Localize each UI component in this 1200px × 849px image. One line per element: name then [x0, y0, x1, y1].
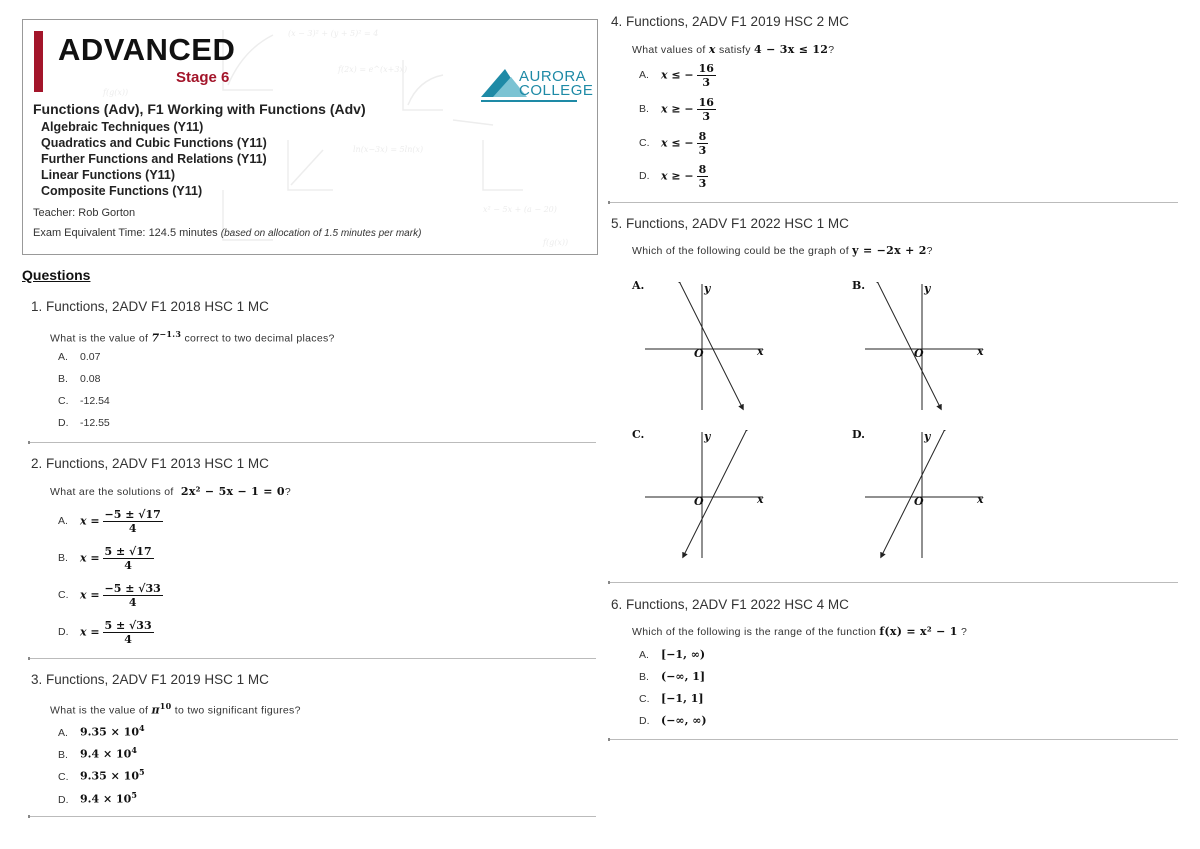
- prompt-text: satisfy: [718, 44, 751, 56]
- subtopic-item: Algebraic Techniques (Y11): [41, 120, 204, 134]
- prompt-math: π: [151, 703, 160, 717]
- graph-line: [683, 431, 746, 558]
- topic-title: Functions (Adv), F1 Working with Functions (Adv): [33, 101, 366, 117]
- watermark-formula: (x − 3)² + (y + 5)² = 4: [288, 29, 379, 38]
- level-title: ADVANCED: [58, 32, 236, 67]
- question-3-option-c[interactable]: C. $9.35 \times 10^5$: [58, 767, 145, 783]
- prompt-text: What are the solutions of: [50, 486, 174, 498]
- y-axis-label: y: [704, 282, 711, 295]
- prompt-exponent: 10: [159, 701, 172, 711]
- subtopic-item: Linear Functions (Y11): [41, 168, 176, 182]
- question-2-title: 2. Functions, 2ADV F1 2013 HSC 1 MC: [31, 456, 269, 471]
- question-1-option-c[interactable]: C. -12.54: [58, 395, 110, 407]
- question-2-option-b[interactable]: B. x = $\frac{5 \pm √17}{4}$: [58, 545, 152, 572]
- teacher-name: Rob Gorton: [78, 207, 136, 219]
- origin-label: O: [914, 347, 924, 360]
- prompt-math: 7: [151, 331, 160, 345]
- y-axis-label: y: [704, 430, 711, 443]
- header-box: [22, 19, 598, 255]
- question-1-option-d[interactable]: D. -12.55: [58, 417, 110, 429]
- prompt-text: Which of the following is the range of the function: [632, 626, 877, 638]
- question-4-title: 4. Functions, 2ADV F1 2019 HSC 2 MC: [611, 14, 849, 29]
- prompt-math: f(x) = x² − 1: [879, 625, 958, 638]
- graph-option-b[interactable]: [865, 282, 990, 412]
- y-axis-label: y: [924, 430, 931, 443]
- graph-c-letter[interactable]: C.: [632, 428, 645, 441]
- watermark-formula: x² − 5x + (a − 20): [483, 205, 557, 214]
- question-2-option-c[interactable]: C. x = $\frac{-5 \pm √33}{4}$: [58, 582, 161, 609]
- question-3-title: 3. Functions, 2ADV F1 2019 HSC 1 MC: [31, 672, 269, 687]
- watermark-formula: ln(x−3x) = 5ln(x): [353, 145, 424, 154]
- x-axis-label: x: [977, 493, 984, 506]
- graph-d-letter[interactable]: D.: [852, 428, 865, 441]
- prompt-math: x: [708, 43, 716, 56]
- prompt-text: ?: [960, 626, 968, 638]
- exam-time-line: [33, 227, 421, 239]
- subtopic-item: Further Functions and Relations (Y11): [41, 152, 267, 166]
- prompt-text: ?: [926, 245, 933, 257]
- graph-a-letter[interactable]: A.: [632, 279, 645, 292]
- prompt-exponent: −1.3: [159, 329, 182, 339]
- question-divider: [28, 442, 596, 443]
- question-1-title: 1. Functions, 2ADV F1 2018 HSC 1 MC: [31, 299, 269, 314]
- x-axis-label: x: [757, 493, 764, 506]
- question-6-option-c[interactable]: C. [−1, 1]: [639, 692, 704, 705]
- prompt-text: What values of: [632, 44, 706, 56]
- logo-line-2: COLLEGE: [519, 82, 594, 99]
- question-2-option-d[interactable]: D. x = $\frac{5 \pm √33}{4}$: [58, 619, 152, 646]
- graph-option-a[interactable]: [645, 282, 770, 412]
- question-divider: [608, 739, 1178, 740]
- question-divider: [28, 658, 596, 659]
- prompt-text: What is the value of: [50, 332, 149, 345]
- question-6-option-d[interactable]: D. (−∞, ∞): [639, 714, 707, 727]
- prompt-text: ?: [284, 486, 291, 498]
- question-6-prompt: [632, 625, 967, 638]
- subtopic-item: Composite Functions (Y11): [41, 184, 203, 198]
- origin-label: O: [694, 495, 704, 508]
- origin-label: O: [694, 347, 704, 360]
- exam-time-note: (based on allocation of 1.5 minutes per mark): [220, 228, 422, 239]
- subtopic-list: [41, 119, 267, 199]
- subtopic-item: Quadratics and Cubic Functions (Y11): [41, 136, 267, 150]
- question-2-prompt: [50, 485, 291, 498]
- prompt-math: y = −2x + 2: [852, 244, 927, 257]
- question-4-prompt: [632, 43, 834, 56]
- question-3-option-b[interactable]: B. $9.4 \times 10^4$: [58, 745, 137, 761]
- watermark-formula: f(g(x)): [543, 238, 569, 247]
- graph-option-c[interactable]: [645, 430, 770, 560]
- question-3-prompt: [50, 701, 301, 717]
- logo-text: [519, 70, 593, 98]
- question-3-option-d[interactable]: D. $9.4 \times 10^5$: [58, 790, 137, 806]
- graph-b-letter[interactable]: B.: [852, 279, 866, 292]
- level-accent-bar: [34, 31, 43, 92]
- teacher-line: [33, 207, 135, 219]
- prompt-text: correct to two decimal places?: [184, 332, 335, 345]
- graph-option-d[interactable]: [865, 430, 990, 560]
- logo-line-1: AURORA: [519, 68, 587, 85]
- teacher-label: Teacher:: [33, 207, 76, 219]
- question-1-option-b[interactable]: B. 0.08: [58, 373, 101, 385]
- question-divider: [608, 582, 1178, 583]
- exam-time-value: 124.5 minutes: [148, 227, 218, 239]
- question-4-option-d[interactable]: D. x ≥ − $\frac{8}{3}$: [639, 163, 707, 190]
- prompt-text: to two significant figures?: [174, 704, 301, 717]
- prompt-text: What is the value of: [50, 704, 149, 717]
- x-axis-label: x: [757, 345, 764, 358]
- prompt-math: 4 − 3x ≤ 12: [754, 43, 829, 56]
- question-divider: [608, 202, 1178, 203]
- question-6-option-a[interactable]: A. [−1, ∞): [639, 648, 706, 661]
- question-divider: [28, 816, 596, 817]
- x-axis-label: x: [977, 345, 984, 358]
- exam-time-label: Exam Equivalent Time:: [33, 227, 146, 239]
- question-2-option-a[interactable]: A. x = $\frac{-5 \pm √17}{4}$: [58, 508, 161, 535]
- stage-label: Stage 6: [176, 69, 230, 86]
- graph-line: [881, 431, 944, 558]
- watermark-formula: f(2x) = e^(x+3x): [338, 65, 408, 74]
- question-1-option-a[interactable]: A. 0.07: [58, 351, 101, 363]
- prompt-text: ?: [828, 44, 835, 56]
- graph-line: [878, 283, 941, 410]
- question-5-prompt: [632, 244, 933, 257]
- prompt-text: Which of the following could be the graph of: [632, 245, 849, 257]
- question-1-prompt: [50, 329, 335, 345]
- question-5-title: 5. Functions, 2ADV F1 2022 HSC 1 MC: [611, 216, 849, 231]
- question-4-option-a[interactable]: A. x ≤ − $\frac{16}{3}$: [639, 62, 714, 89]
- question-6-title: 6. Functions, 2ADV F1 2022 HSC 4 MC: [611, 597, 849, 612]
- prompt-math: 2x² − 5x − 1 = 0: [180, 485, 285, 498]
- origin-label: O: [914, 495, 924, 508]
- question-6-option-b[interactable]: B. (−∞, 1]: [639, 670, 706, 683]
- watermark-formula: f(g(x)): [103, 88, 129, 97]
- question-4-option-c[interactable]: C. x ≤ − $\frac{8}{3}$: [639, 130, 707, 157]
- question-3-option-a[interactable]: A. $9.35 \times 10^4$: [58, 723, 145, 739]
- question-4-option-b[interactable]: B. x ≥ − $\frac{16}{3}$: [639, 96, 714, 123]
- questions-heading: Questions: [22, 267, 91, 283]
- graph-line: [680, 283, 743, 410]
- y-axis-label: y: [924, 282, 931, 295]
